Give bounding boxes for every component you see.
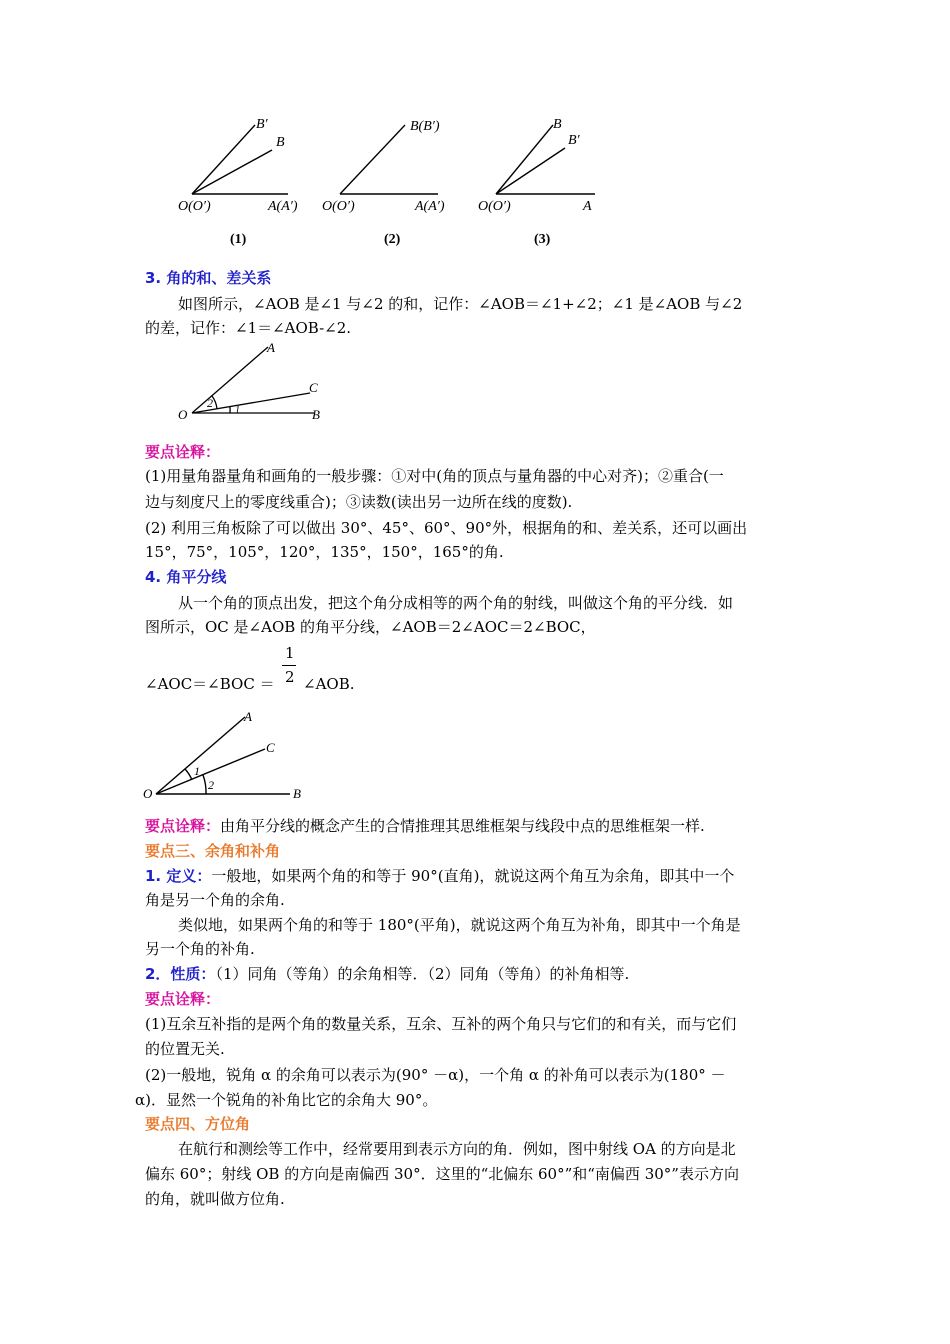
label-b-prime-1: B′ bbox=[256, 117, 268, 132]
property-text: （1）同角（等角）的余角相等．（2）同角（等角）的补角相等. bbox=[215, 965, 630, 983]
bisector-label-c: C bbox=[266, 740, 275, 755]
fraction-denominator: 2 bbox=[285, 668, 295, 686]
note-1-p1a: (1)用量角器量角和画角的一般步骤：①对中(角的顶点与量角器的中心对齐)；②重合(一 bbox=[145, 467, 724, 485]
angle-1-label: 1 bbox=[235, 405, 240, 416]
bisector-equation-left: ∠AOC＝∠BOC ＝ bbox=[145, 675, 275, 693]
caption-2: (2) bbox=[384, 232, 401, 247]
diagram-1 bbox=[192, 125, 288, 194]
bisector-label-b: B bbox=[293, 786, 301, 801]
section-3-line-1: 如图所示，∠AOB 是∠1 与∠2 的和，记作：∠AOB＝∠1+∠2；∠1 是∠AOB 与∠2 bbox=[178, 295, 743, 313]
bisector-equation-right: ∠AOB. bbox=[303, 675, 355, 693]
similar-line-1: 类似地，如果两个角的和等于 180°(平角)，就说这两个角互为补角，即其中一个角是 bbox=[178, 916, 741, 934]
section-3-heading: 3. 角的和、差关系 bbox=[145, 269, 272, 287]
section-4-line-2: 图所示，OC 是∠AOB 的角平分线，∠AOB＝2∠AOC＝2∠BOC， bbox=[145, 618, 596, 636]
caption-3: (3) bbox=[534, 232, 551, 247]
similar-line-2: 另一个角的补角. bbox=[145, 940, 255, 958]
label-a-1: A(A′) bbox=[268, 199, 298, 214]
diagram-2 bbox=[340, 125, 438, 194]
note-1-p2b: 15°，75°，105°，120°，135°，150°，165°的角. bbox=[145, 543, 504, 561]
angle-bisector-figure bbox=[140, 705, 310, 805]
note-3-p2b: α)．显然一个锐角的补角比它的余角大 90°。 bbox=[135, 1091, 438, 1109]
note-1-p2a: (2) 利用三角板除了可以做出 30°、45°、60°、90°外，根据角的和、差关系，还可以画出 bbox=[145, 519, 748, 537]
label-b-prime-3: B′ bbox=[568, 133, 580, 148]
definition-text-1: 一般地，如果两个角的和等于 90°(直角)，就说这两个角互为余角，即其中一个 bbox=[211, 867, 735, 885]
angle-comparison-figure bbox=[160, 110, 620, 255]
bisector-label-o: O bbox=[143, 786, 153, 801]
label-a-3: A bbox=[583, 199, 592, 214]
section-4-heading: 4. 角平分线 bbox=[145, 568, 227, 586]
section-4-line-1: 从一个角的顶点出发，把这个角分成相等的两个角的射线，叫做这个角的平分线．如 bbox=[178, 594, 734, 612]
bisector-label-a: A bbox=[244, 709, 252, 724]
bisector-angle-2: 2 bbox=[208, 778, 214, 792]
note-3-p1b: 的位置无关. bbox=[145, 1040, 225, 1058]
note-2-heading: 要点诠释： bbox=[145, 817, 221, 835]
bisector-angle-1: 1 bbox=[194, 764, 200, 778]
note-3-p2a: (2)一般地，锐角 α 的余角可以表示为(90° －α)，一个角 α 的补角可以表示为(180° － bbox=[145, 1066, 726, 1084]
point-4-line-1: 在航行和测绘等工作中，经常要用到表示方向的角．例如，图中射线 OA 的方向是北 bbox=[178, 1140, 736, 1158]
section-3-line-2: 的差，记作：∠1＝∠AOB-∠2. bbox=[145, 319, 352, 337]
definition-line-1 bbox=[145, 866, 734, 886]
label-c: C bbox=[309, 380, 318, 395]
caption-1: (1) bbox=[230, 232, 247, 247]
label-o-1: O(O′) bbox=[178, 199, 211, 214]
diagram-3 bbox=[496, 125, 595, 194]
definition-line-2: 角是另一个角的余角. bbox=[145, 891, 285, 909]
angle-2-label: 2 bbox=[207, 396, 213, 410]
label-a-2: A(A′) bbox=[415, 199, 445, 214]
label-b-2: B(B′) bbox=[410, 119, 440, 134]
point-4-line-2: 偏东 60°；射线 OB 的方向是南偏西 30°．这里的“北偏东 60°”和“南偏西 30°”表示方向 bbox=[145, 1165, 739, 1183]
fraction-bar bbox=[282, 665, 296, 666]
property-line bbox=[145, 964, 629, 984]
angle-sum-figure bbox=[170, 335, 340, 425]
label-b-1: B bbox=[276, 135, 285, 150]
label-o: O bbox=[178, 407, 188, 422]
label-a: A bbox=[267, 340, 275, 355]
definition-label: 1. 定义： bbox=[145, 867, 212, 885]
note-3-heading: 要点诠释： bbox=[145, 990, 221, 1008]
note-2-text: 由角平分线的概念产生的合情推理其思维框架与线段中点的思维框架一样. bbox=[220, 817, 705, 835]
label-o-2: O(O′) bbox=[322, 199, 355, 214]
fraction-numerator: 1 bbox=[285, 644, 295, 662]
label-b: B bbox=[312, 407, 320, 422]
label-b-3: B bbox=[553, 117, 562, 132]
note-1-p1b: 边与刻度尺上的零度线重合)；③读数(读出另一边所在线的度数). bbox=[145, 493, 573, 511]
point-3-heading: 要点三、余角和补角 bbox=[145, 842, 281, 860]
point-4-heading: 要点四、方位角 bbox=[145, 1115, 251, 1133]
note-1-heading: 要点诠释： bbox=[145, 443, 221, 461]
label-o-3: O(O′) bbox=[478, 199, 511, 214]
point-4-line-3: 的角，就叫做方位角. bbox=[145, 1190, 285, 1208]
note-2 bbox=[145, 816, 705, 836]
note-3-p1a: (1)互余互补指的是两个角的数量关系，互余、互补的两个角只与它们的和有关，而与它们 bbox=[145, 1015, 737, 1033]
property-label: 2．性质： bbox=[145, 965, 216, 983]
